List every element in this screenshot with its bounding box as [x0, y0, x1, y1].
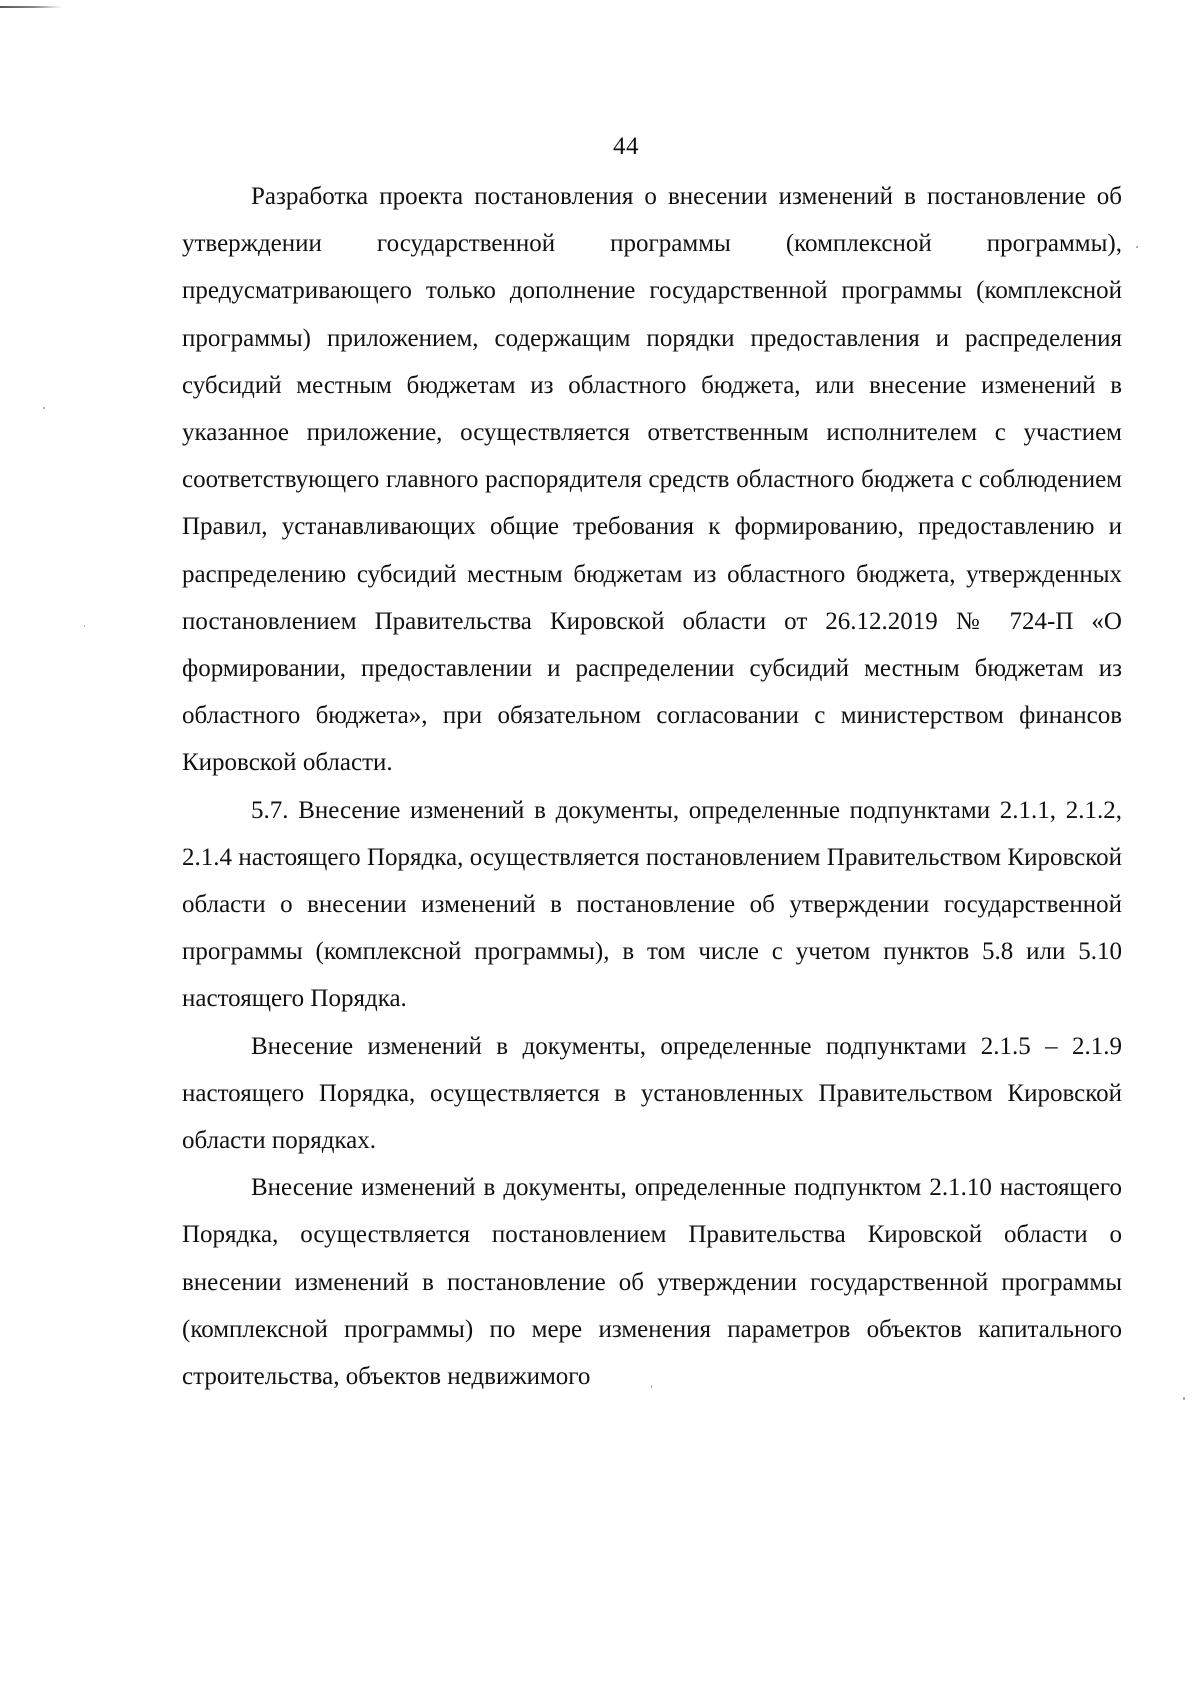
document-body [182, 173, 1122, 1400]
paragraph-5-7: 5.7. Внесение изменений в документы, определенные подпунктами 2.1.1, 2.1.2, 2.1.4 настоящего Порядка, осуществляется постановлением Правительством Кировской области о внесении изменений в постановление об утверждении государственной программы (комплексной программы), в том числе с учетом пунктов 5.8 или 5.10 настоящего Порядка. [182, 796, 1122, 1013]
scan-speck [43, 407, 45, 409]
paragraph-subitem-2-1-10: Внесение изменений в документы, определенные подпунктом 2.1.10 настоящего Порядка, осуществляется постановлением Правительства Кировской области о внесении изменений в постановление об утверждении государственной программы (комплексной программы) по мере изменения параметров объектов капитального строительства, объектов недвижимого [182, 1174, 1122, 1391]
scan-speck [651, 1385, 652, 1388]
scan-edge-mark [0, 6, 62, 8]
paragraph-development-of-draft: Разработка проекта постановления о внесении изменений в постановление об утверждении государственной программы (комплексной программы), предусматривающего только дополнение государственной программы (комплексной программы) приложением, содержащим порядки предоставления и распределения субсидий местным бюджетам из областного бюджета, или внесение изменений в указанное приложение, осуществляется ответственным исполнителем с участием соответствующего главного распорядителя средств областного бюджета с соблюдением Правил, устанавливающих общие требования к формированию, предоставлению и распределению субсидий местным бюджетам из областного бюджета, утвержденных постановлением Правительства Кировской области от 26.12.2019 № 724-П «О формировании, предоставлении и распределении субсидий местным бюджетам из областного бюджета», при обязательном согласовании с министерством финансов Кировской области. [182, 183, 1122, 777]
scan-speck [1136, 246, 1138, 248]
scan-speck [84, 625, 85, 627]
paragraph-subitems-2-1-5-to-2-1-9: Внесение изменений в документы, определенные подпунктами 2.1.5 – 2.1.9 настоящего Порядка, осуществляется в установленных Правительством Кировской области порядках. [182, 1032, 1122, 1155]
scan-speck [1183, 1397, 1185, 1400]
page-number: 44 [613, 133, 639, 160]
